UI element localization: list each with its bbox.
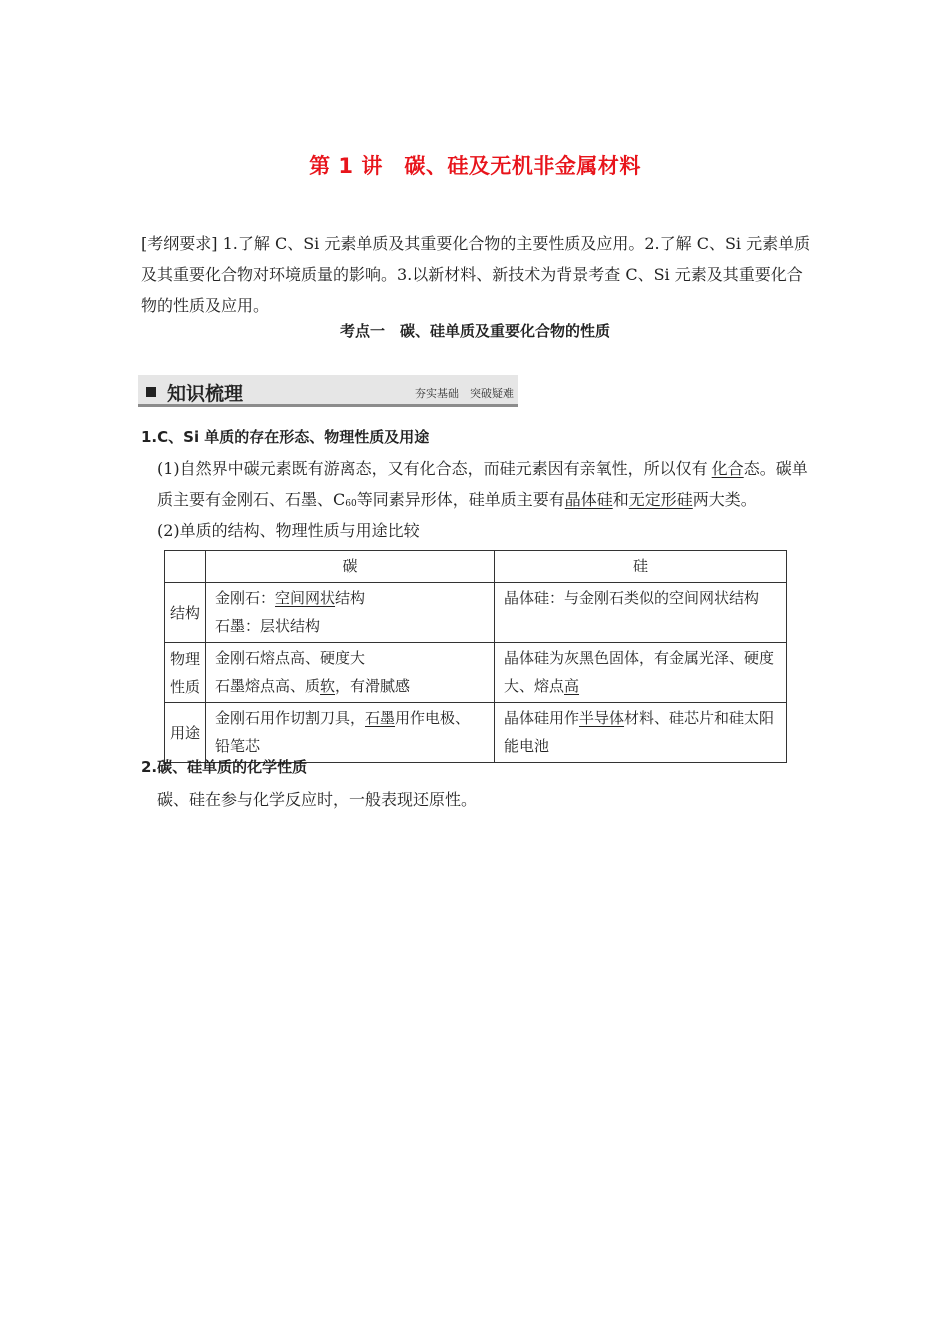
answer-blank-jingtigui: 晶体硅 (564, 490, 613, 509)
comparison-table (164, 550, 787, 763)
row-label: 物理性质 (165, 643, 206, 703)
para-1-text-he: 和 (612, 490, 629, 509)
table-row (165, 643, 787, 703)
cell-text: ，有滑腻感 (335, 677, 411, 695)
row-label: 用途 (165, 703, 206, 763)
table-cell-carbon (206, 643, 495, 703)
page-title: 第 1 讲 碳、硅及无机非金属材料 (309, 154, 641, 178)
table-row (165, 703, 787, 763)
table-cell-carbon (206, 703, 495, 763)
para-1-text-b: 等同素异形体，硅单质主要有 (356, 490, 565, 509)
para-1-text-a: (1)自然界中碳元素既有游离态，又有化合态，而硅元素因有亲氧性，所以仅有 (157, 459, 708, 478)
requirements-text: 1.了解 C、Si 元素单质及其重要化合物的主要性质及应用。2.了解 C、Si 元素单质及其重要化合物对环境质量的影响。3.以新材料、新技术为背景考查 C、Si 元素及其重要化合物的性质及应用。 (141, 234, 811, 315)
cell-text: 用作电极、铅笔芯 (215, 709, 471, 755)
table-header-carbon: 碳 (206, 551, 495, 583)
answer-blank: 软 (320, 677, 336, 695)
answer-blank: 空间网状 (275, 589, 336, 607)
cell-text: 金刚石用作切割刀具， (215, 709, 366, 727)
answer-blank-huahe: 化合 (711, 459, 744, 478)
table-cell-silicon (495, 703, 787, 763)
cell-text: 晶体硅用作 (504, 709, 580, 727)
exam-requirements (141, 228, 813, 321)
paragraph-1 (157, 453, 817, 520)
para-1-text-a-end: 态。碳单质主要有金刚石、石墨、C (157, 459, 808, 509)
cell-text: 石墨熔点高、质 (215, 677, 321, 695)
cell-text: 金刚石： (215, 589, 276, 607)
answer-blank-wudingxinggui: 无定形硅 (628, 490, 693, 509)
table-corner-cell (165, 551, 206, 583)
table-header-silicon: 硅 (495, 551, 787, 583)
answer-blank: 高 (564, 677, 580, 695)
subscript-60: 60 (345, 499, 357, 509)
square-bullet-icon (146, 387, 156, 397)
cell-text: 石墨：层状结构 (215, 617, 321, 635)
cell-text: 晶体硅为灰黑色固体，有金属光泽、硬度大、熔点 (504, 649, 775, 695)
cell-text: 金刚石熔点高、硬度大 (215, 649, 366, 667)
answer-blank: 石墨 (365, 709, 396, 727)
section-title: 考点一 碳、硅单质及重要化合物的性质 (339, 322, 610, 340)
paragraph-2: (2)单质的结构、物理性质与用途比较 (157, 521, 420, 540)
table-cell-carbon (206, 583, 495, 643)
banner-title: 知识梳理 (167, 383, 244, 405)
cell-text: 材料、硅芯片和硅太阳能电池 (504, 709, 775, 755)
requirements-label: [考纲要求] (141, 234, 218, 253)
row-label: 结构 (165, 583, 206, 643)
heading-1: 1.C、Si 单质的存在形态、物理性质及用途 (141, 428, 430, 446)
heading-2: 2.碳、硅单质的化学性质 (141, 758, 308, 776)
paragraph-3: 碳、硅在参与化学反应时，一般表现还原性。 (157, 790, 478, 809)
banner-subtitle: 夯实基础 突破疑难 (415, 387, 514, 400)
table-cell-silicon (495, 643, 787, 703)
para-1-text-b-end: 两大类。 (692, 490, 757, 509)
table-header-row (165, 551, 787, 583)
answer-blank: 半导体 (579, 709, 625, 727)
cell-text: 结构 (335, 589, 366, 607)
section-banner (138, 375, 518, 407)
table-cell-silicon: 晶体硅：与金刚石类似的空间网状结构 (495, 583, 787, 643)
table-row (165, 583, 787, 643)
